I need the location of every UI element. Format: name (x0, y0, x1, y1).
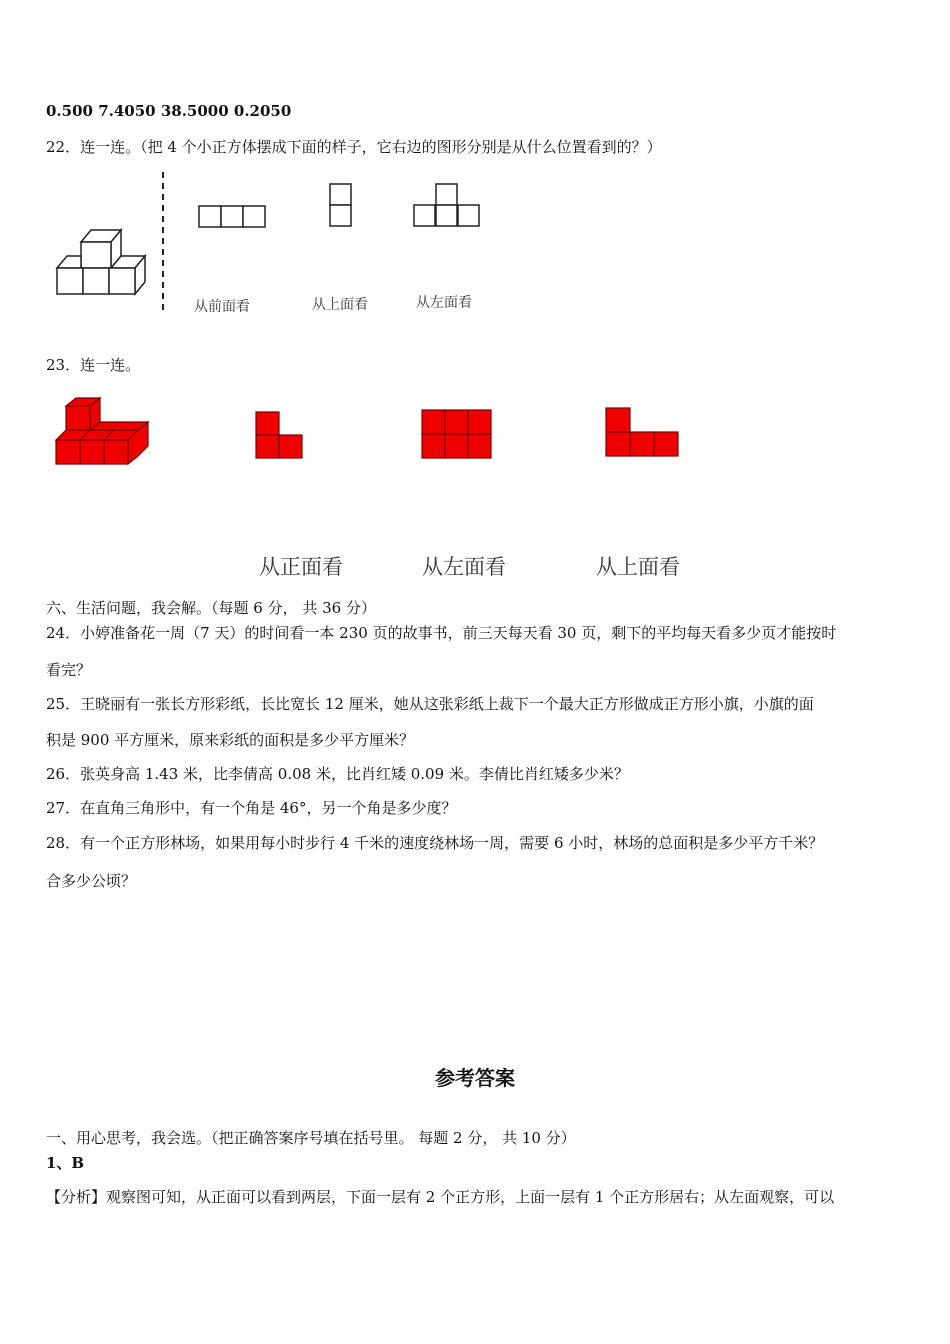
answers-title: 参考答案 (435, 1066, 515, 1090)
question-25-line-2: 积是 900 平方厘米，原来彩纸的面积是多少平方厘米？ (46, 731, 415, 749)
cube-stack-drawing (57, 230, 145, 294)
numbers-line: 0.500 7.4050 38.5000 0.2050 (46, 102, 292, 120)
question-26: 26．张英身高 1.43 米，比李倩高 0.08 米，比肖红矮 0.09 米。李倩比肖红矮多少米？ (46, 765, 629, 783)
section-6-heading: 六、生活问题，我会解。（每题 6 分， 共 36 分） (46, 599, 376, 617)
q22-label-top: 从上面看 (312, 297, 368, 313)
question-23: 23．连一连。 (46, 356, 141, 374)
question-27: 27．在直角三角形中，有一个角是 46°，另一个角是多少度？ (46, 799, 457, 817)
q22-label-front: 从前面看 (194, 299, 250, 315)
top-view-shape (330, 184, 351, 226)
answer-1: 1、B (46, 1154, 85, 1172)
question-28-line-2: 合多少公顷？ (46, 872, 137, 890)
q22-label-left: 从左面看 (416, 295, 472, 311)
front-view-shape (199, 206, 265, 227)
answer-1-analysis: 【分析】观察图可知，从正面可以看到两层，下面一层有 2 个正方形，上面一层有 1 个正方形居右；从左面观察，可以 (46, 1188, 835, 1206)
question-28-line-1: 28．有一个正方形林场，如果用每小时步行 4 千米的速度绕林场一周，需要 6 小时，林场的总面积是多少平方千米？ (46, 834, 824, 852)
question-24-line-2: 看完？ (46, 661, 92, 679)
red-view-2 (422, 410, 491, 458)
q23-label-left: 从左面看 (422, 555, 506, 579)
red-view-3 (606, 408, 678, 456)
left-view-shape (414, 184, 479, 226)
question-22: 22．连一连。（把 4 个小正方体摆成下面的样子，它右边的图形分别是从什么位置看到的？） (46, 138, 662, 156)
q23-figure (50, 392, 710, 584)
answers-section-1: 一、用心思考，我会选。（把正确答案序号填在括号里。 每题 2 分， 共 10 分） (46, 1129, 576, 1147)
question-25-line-1: 25．王晓丽有一张长方形彩纸，长比宽长 12 厘米，她从这张彩纸上裁下一个最大正方形做成正方形小旗，小旗的面 (46, 695, 814, 713)
red-cube-stack (56, 398, 148, 464)
q23-label-front: 从正面看 (259, 555, 343, 579)
q23-label-top: 从上面看 (596, 555, 680, 579)
question-24-line-1: 24．小婷准备花一周（7 天）的时间看一本 230 页的故事书，前三天每天看 30 页，剩下的平均每天看多少页才能按时 (46, 624, 837, 642)
red-view-1 (256, 412, 302, 458)
q22-figure (48, 168, 508, 318)
